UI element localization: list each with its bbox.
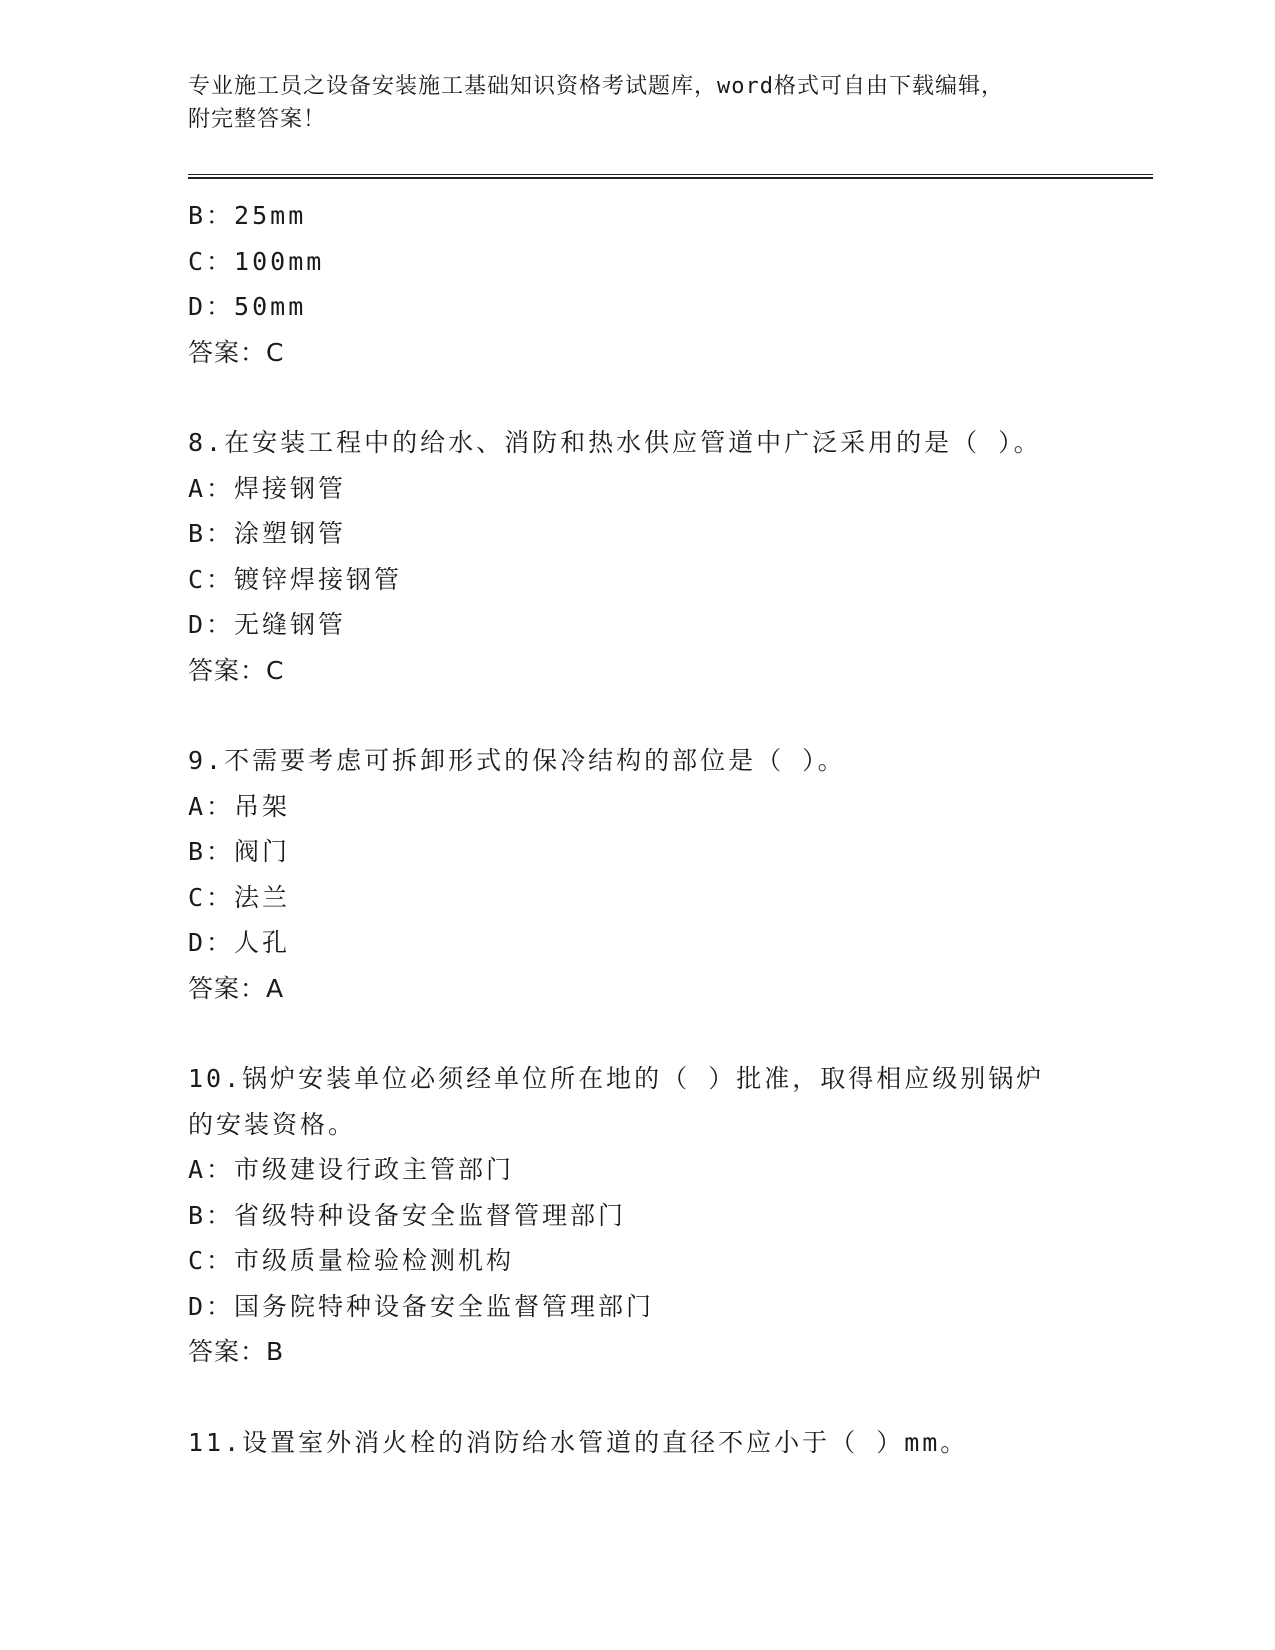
question-8 — [188, 420, 1148, 693]
question-stem: 11.设置室外消火栓的消防给水管道的直径不应小于（ ）mm。 — [188, 1427, 969, 1457]
option-d: D：国务院特种设备安全监督管理部门 — [188, 1291, 655, 1321]
spacer — [188, 1011, 1148, 1056]
question-stem: 9.不需要考虑可拆卸形式的保冷结构的部位是（ ）。 — [188, 746, 846, 775]
answer-label: 答案：B — [188, 1337, 285, 1366]
question-stem-line-1: 10.锅炉安装单位必须经单位所在地的（ ）批准，取得相应级别锅炉 — [188, 1064, 1045, 1093]
question-stem: 8.在安装工程中的给水、消防和热水供应管道中广泛采用的是（ ）。 — [188, 428, 1042, 457]
answer-label: 答案：C — [188, 337, 285, 367]
option-c: C：市级质量检验检测机构 — [188, 1246, 515, 1275]
option-a: A：市级建设行政主管部门 — [188, 1155, 515, 1184]
option-b: B：省级特种设备安全监督管理部门 — [188, 1200, 627, 1230]
answer-label: 答案：A — [188, 973, 285, 1003]
spacer — [188, 1375, 1148, 1420]
document-header — [188, 70, 1068, 136]
document-page — [188, 70, 1148, 1465]
option-a: A：焊接钢管 — [188, 473, 347, 503]
option-b: B：阀门 — [188, 837, 291, 866]
option-a: A：吊架 — [188, 791, 291, 821]
option-b: B：涂塑钢管 — [188, 519, 347, 548]
option-d: D：人孔 — [188, 928, 291, 957]
option-b: B：25mm — [188, 201, 307, 230]
answer-label: 答案：C — [188, 655, 285, 685]
question-content — [188, 193, 1148, 1465]
spacer — [188, 693, 1148, 738]
option-c: C：法兰 — [188, 882, 291, 912]
question-stem-line-2: 的安装资格。 — [188, 1109, 357, 1139]
header-title-line-2: 附完整答案！ — [188, 107, 327, 132]
option-c: C：镀锌焊接钢管 — [188, 564, 403, 594]
header-divider — [188, 174, 1153, 179]
question-10 — [188, 1056, 1148, 1375]
question-11 — [188, 1420, 1148, 1466]
question-9 — [188, 738, 1148, 1011]
option-c: C：100mm — [188, 246, 325, 276]
option-d: D：无缝钢管 — [188, 610, 347, 639]
option-d: D：50mm — [188, 292, 307, 321]
header-title-line-1: 专业施工员之设备安装施工基础知识资格考试题库，word格式可自由下载编辑， — [188, 74, 1004, 99]
spacer — [188, 375, 1148, 420]
prev-question — [188, 193, 1148, 375]
